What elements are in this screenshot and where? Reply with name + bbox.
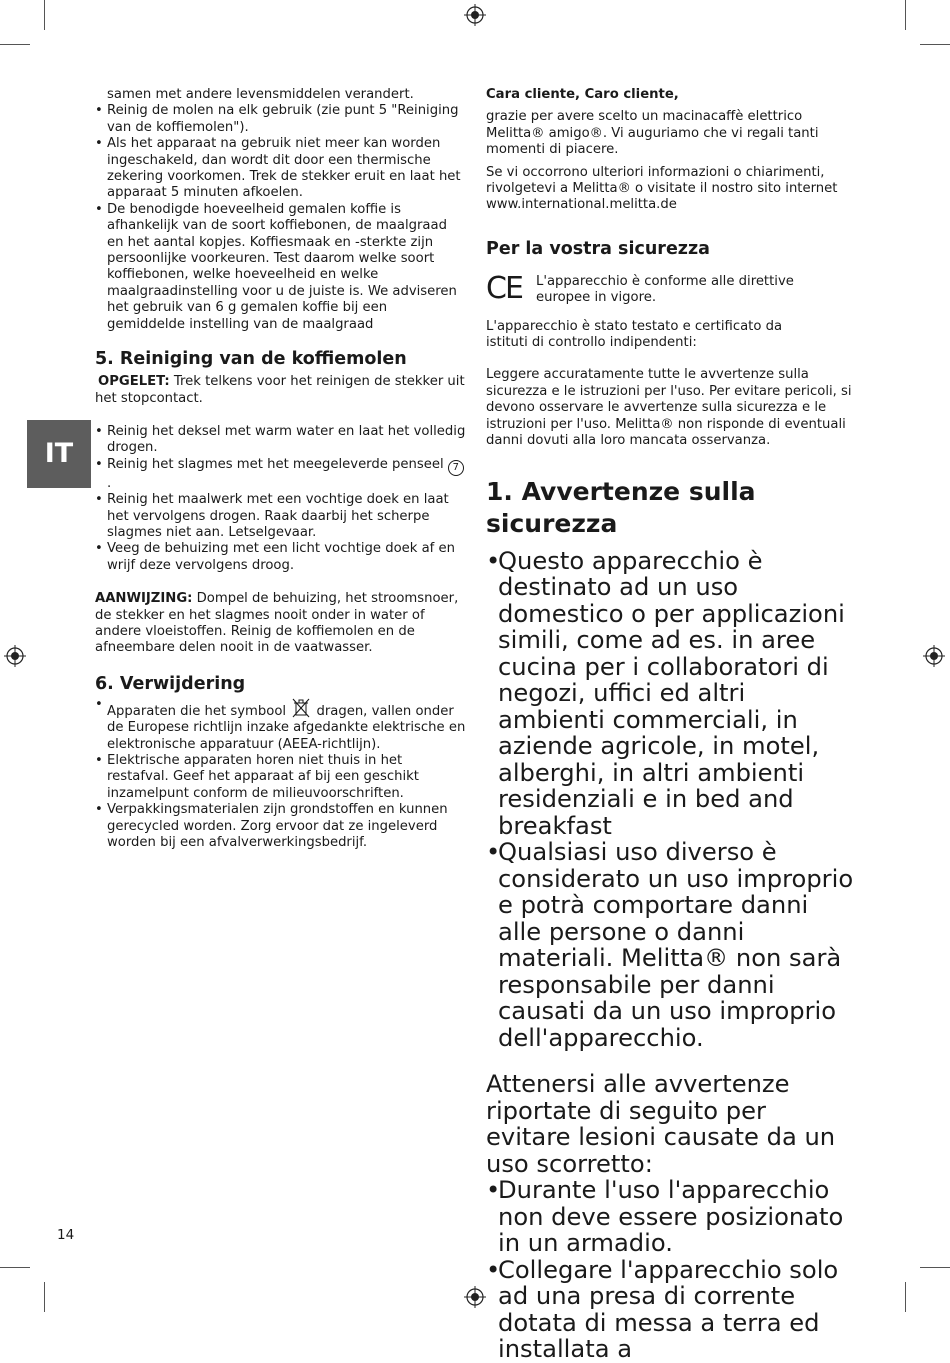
- note-paragraph: [95, 591, 467, 657]
- section-5-heading: 5. Reiniging van de koffiemolen: [95, 349, 407, 370]
- crossed-bin-icon: [290, 697, 312, 719]
- registration-mark-icon: [464, 1286, 486, 1308]
- list-item: • Durante l'uso l'apparecchio non deve essere posizionato in un armadio.: [486, 1177, 856, 1257]
- read-instructions-paragraph: Leggere accuratamente tutte le avvertenze sulla sicurezza e le istruzioni per l'uso. Per evitare pericoli, si devono osservare le avvertenze sulla sicurezza e le istruzioni per l'uso. Melitta® non risponde di eventuali danni dovuti alla loro mancata osservanza.: [486, 367, 852, 449]
- list-item: • Reinig het deksel met warm water en laat het volledig drogen.: [95, 424, 467, 457]
- list-item: • Reinig de molen na elk gebruik (zie punt 5 "Reiniging van de koffiemolen").: [95, 103, 467, 136]
- intro-continued: samen met andere levensmiddelen verandert.: [107, 87, 414, 102]
- list-item: • Als het apparaat na gebruik niet meer kan worden ingeschakeld, dan wordt dit door een thermische zekering voorkomen. Trek de stekker eruit en laat het apparaat 5 minuten afkoelen.: [95, 136, 467, 202]
- usage-list: [95, 103, 467, 333]
- list-item: • Qualsiasi uso diverso è considerato un uso improprio e potrà comportare danni alle persone o danni materiali. Melitta® non sarà responsabile per danni causati da un uso improprio dell'apparecchio.: [486, 839, 856, 1051]
- caution-text: Trek telkens voor het reinigen de stekker uit het stopcontact.: [95, 374, 465, 406]
- list-item: • De benodigde hoeveelheid gemalen koffie is afhankelijk van de soort koffiebonen, de maalgraad en het aantal kopjes. Koffiesmaak en -sterkte zijn persoonlijke voorkeuren. Test daarom welke soort koffiebonen, welke hoeveelheid en welke maalgraadinstelling voor u de juiste is. We adviseren het gebruik van 6 g gemalen koffie bij een gemiddelde instelling van de maalgraad: [95, 202, 467, 333]
- ce-mark-icon: CE: [486, 270, 522, 306]
- crop-mark: [0, 1267, 30, 1268]
- crop-mark: [44, 1282, 45, 1312]
- list-item: • Veeg de behuizing met een licht vochtige doek af en wrijf deze vervolgens droog.: [95, 541, 467, 574]
- ce-text: L'apparecchio è conforme alle direttive europee in vigore.: [536, 273, 794, 306]
- section-6-heading: 6. Verwijdering: [95, 673, 246, 694]
- crop-mark: [920, 44, 950, 45]
- list-item: • Elektrische apparaten horen niet thuis in het restafval. Geef het apparaat af bij een geschikt inzamelpunt conform de milieuvoorschriften.: [95, 753, 467, 802]
- page-number: 14: [57, 1227, 75, 1243]
- follow-paragraph: Attenersi alle avvertenze riportate di seguito per evitare lesioni causate da un uso scorretto:: [486, 1070, 836, 1178]
- section-1-heading: 1. Avvertenze sulla sicurezza: [486, 476, 756, 538]
- greeting: Cara cliente, Caro cliente,: [486, 87, 679, 102]
- registration-mark-icon: [464, 4, 486, 26]
- crop-mark: [0, 44, 30, 45]
- registration-mark-icon: [923, 645, 945, 667]
- list-item: [95, 697, 467, 753]
- disposal-text-b: dragen, vallen onder de Europese richtlijn inzake afgedankte elektrische en elektronische apparatuur (AEEA-richtlijn).: [107, 703, 466, 752]
- right-column: [486, 87, 856, 1363]
- tested-paragraph: L'apparecchio è stato testato e certificato da istituti di controllo indipendenti:: [486, 318, 783, 351]
- left-column: [95, 87, 467, 851]
- part-number-badge: 7: [448, 460, 464, 476]
- safety-list-1: [486, 548, 856, 1052]
- list-item: • Collegare l'apparecchio solo ad una presa di corrente dotata di messa a terra ed installata a: [486, 1257, 856, 1363]
- caution-paragraph: [95, 374, 467, 407]
- crop-mark: [44, 0, 45, 30]
- list-item: • Questo apparecchio è destinato ad un uso domestico o per applicazioni simili, come ad es. in aree cucina per i collaboratori di negozi, uffici ed altri ambienti commerciali, in aziende agricole, in motel, alberghi, in altri ambienti residenziali e in bed and breakfast: [486, 548, 856, 840]
- disposal-text-a: Apparaten die het symbool: [107, 703, 287, 719]
- list-item: • Reinig het maalwerk met een vochtige doek en laat het vervolgens drogen. Raak daarbij het scherpe slagmes niet aan. Letselgevaar.: [95, 492, 467, 541]
- list-item: • Verpakkingsmaterialen zijn grondstoffen en kunnen gerecycled worden. Zorg ervoor dat ze ingeleverd worden bij een afvalverwerkingsbedrijf.: [95, 802, 467, 851]
- brush-bullet-text: Reinig het slagmes met het meegeleverde penseel: [107, 456, 444, 472]
- note-text: Dompel de behuizing, het stroomsnoer, de stekker en het slagmes nooit onder in water of andere vloeistoffen. Reinig de koffiemolen en de afneembare delen nooit in de vaatwasser.: [95, 591, 459, 656]
- safety-heading: Per la vostra sicurezza: [486, 238, 710, 259]
- registration-mark-icon: [4, 645, 26, 667]
- list-item: • Reinig het slagmes met het meegeleverde penseel 7.: [95, 457, 467, 492]
- cleaning-list: [95, 424, 467, 574]
- crop-mark: [905, 0, 906, 30]
- disposal-list: [95, 697, 467, 852]
- thanks-paragraph: grazie per avere scelto un macinacaffè elettrico Melitta® amigo®. Vi auguriamo che vi regali tanti momenti di piacere.: [486, 109, 819, 158]
- caution-label: OPGELET:: [98, 374, 170, 390]
- note-label: AANWIJZING:: [95, 591, 193, 607]
- crop-mark: [920, 1267, 950, 1268]
- contact-paragraph: Se vi occorrono ulteriori informazioni o chiarimenti, rivolgetevi a Melitta® o visitate il nostro sito internet www.international.melitta.de: [486, 164, 838, 213]
- language-tab: IT: [27, 420, 91, 488]
- ce-block: [486, 270, 856, 307]
- safety-list-2: [486, 1177, 856, 1363]
- crop-mark: [905, 1282, 906, 1312]
